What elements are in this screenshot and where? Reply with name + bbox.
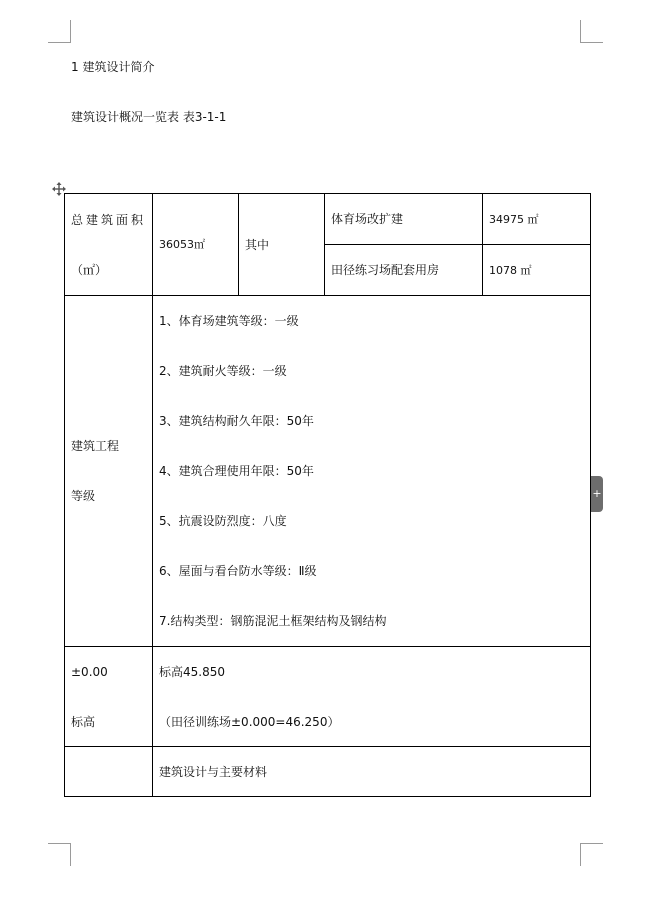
last-row-label-cell[interactable] xyxy=(65,747,153,797)
grade-item: 1、体育场建筑等级：一级 xyxy=(159,314,299,328)
elevation-value: 标高45.850 xyxy=(159,664,225,679)
sub-item-value-cell[interactable] xyxy=(483,194,591,245)
crop-mark-top-right xyxy=(580,20,603,43)
sub-item-name-cell[interactable] xyxy=(325,194,483,245)
total-area-label-cell[interactable] xyxy=(65,194,153,296)
design-materials-text: 建筑设计与主要材料 xyxy=(159,764,268,779)
building-overview-table xyxy=(64,193,591,797)
grade-item: 4、建筑合理使用年限：50年 xyxy=(159,464,314,478)
elevation-value-cell[interactable] xyxy=(153,647,591,747)
elevation-label-cont: 标高 xyxy=(71,714,96,729)
crop-mark-bottom-right xyxy=(580,843,603,866)
sub-item-value: 34975 ㎡ xyxy=(489,212,539,226)
last-row-value-cell[interactable] xyxy=(153,747,591,797)
grade-item: 3、建筑结构耐久年限：50年 xyxy=(159,414,314,428)
elevation-label: ±0.00 xyxy=(71,664,108,679)
table-row xyxy=(65,747,591,797)
of-which-cell[interactable] xyxy=(239,194,325,296)
elevation-note: （田径训练场±0.000=46.250） xyxy=(159,714,340,729)
of-which-label: 其中 xyxy=(245,237,270,252)
grade-item: 2、建筑耐火等级：一级 xyxy=(159,364,287,378)
table-row xyxy=(65,647,591,747)
table-row xyxy=(65,194,591,245)
total-area-label: 总建筑面积 xyxy=(71,212,147,227)
sub-item-value: 1078 ㎡ xyxy=(489,263,532,277)
sub-item-name: 田径练习场配套用房 xyxy=(331,263,440,277)
total-area-unit: （㎡） xyxy=(71,262,108,277)
plus-icon[interactable]: + xyxy=(591,476,603,512)
crop-mark-bottom-left xyxy=(48,843,71,866)
grade-label: 建筑工程 xyxy=(71,439,120,453)
table-caption[interactable]: 建筑设计概况一览表 表3-1-1 xyxy=(71,110,227,124)
table-row xyxy=(65,296,591,647)
grade-item: 5、抗震设防烈度：八度 xyxy=(159,514,287,528)
grade-item: 7.结构类型：钢筋混泥土框架结构及钢结构 xyxy=(159,614,387,628)
grade-list-cell[interactable] xyxy=(153,296,591,647)
elevation-label-cell[interactable] xyxy=(65,647,153,747)
sub-item-value-cell[interactable] xyxy=(483,245,591,296)
grade-label-cell[interactable] xyxy=(65,296,153,647)
grade-label-cont: 等级 xyxy=(71,489,96,503)
total-area-value-cell[interactable] xyxy=(153,194,239,296)
total-area-value: 36053㎡ xyxy=(159,238,205,251)
section-heading[interactable]: 1 建筑设计简介 xyxy=(71,60,155,74)
grade-item: 6、屋面与看台防水等级：Ⅱ级 xyxy=(159,564,317,578)
sub-item-name-cell[interactable] xyxy=(325,245,483,296)
sub-item-name: 体育场改扩建 xyxy=(331,212,404,226)
crop-mark-top-left xyxy=(48,20,71,43)
